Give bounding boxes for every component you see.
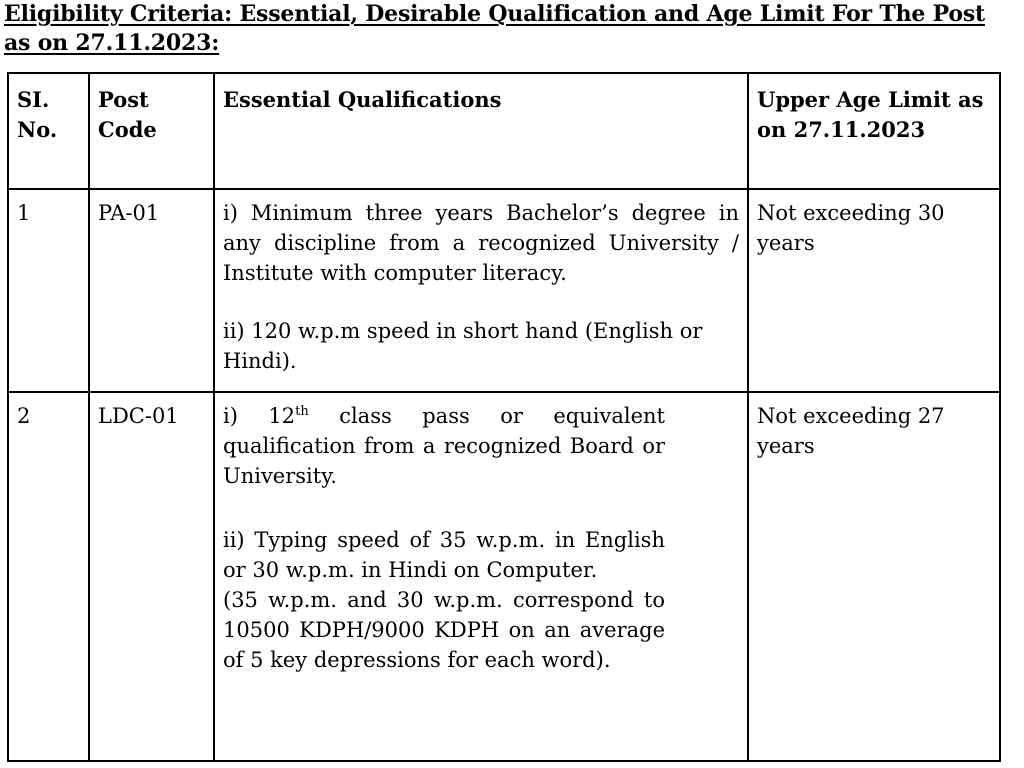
eligibility-heading: Eligibility Criteria: Essential, Desirable Qualification and Age Limit For The Post as on 27.11.2023: [4,1,985,56]
cell-qualifications [214,189,748,392]
header-upper-age-limit: Upper Age Limit as on 27.11.2023 [748,73,1000,189]
header-post-code: Post Code [89,73,214,189]
superscript-th: th [295,404,309,419]
table-row [8,189,1000,392]
cell-age-limit: Not exceeding 30 years [748,189,1000,392]
cell-post-code: PA-01 [89,189,214,392]
qualification-note: (35 w.p.m. and 30 w.p.m. correspond to 10500 KDPH/9000 KDPH on an average of 5 key depressions for each word). [223,588,665,672]
table-row [8,392,1000,761]
header-sl-no: SI. No. [8,73,89,189]
qualification-item: i) 12th class pass or equivalent qualification from a recognized Board or University. [223,404,665,488]
table-header-row [8,73,1000,189]
qualification-item: ii) Typing speed of 35 w.p.m. in English or 30 w.p.m. in Hindi on Computer. [223,528,665,582]
cell-qualifications [214,392,748,761]
cell-sl-no: 1 [8,189,89,392]
cell-age-limit: Not exceeding 27 years [748,392,1000,761]
qualification-item: ii) 120 w.p.m speed in short hand (English or Hindi). [223,319,703,373]
cell-post-code: LDC-01 [89,392,214,761]
header-essential-qualifications: Essential Qualifications [214,73,748,189]
cell-sl-no: 2 [8,392,89,761]
qualification-item: i) Minimum three years Bachelor’s degree in any discipline from a recognized University / Institute with computer literacy. [223,201,739,285]
eligibility-table [7,72,1001,762]
